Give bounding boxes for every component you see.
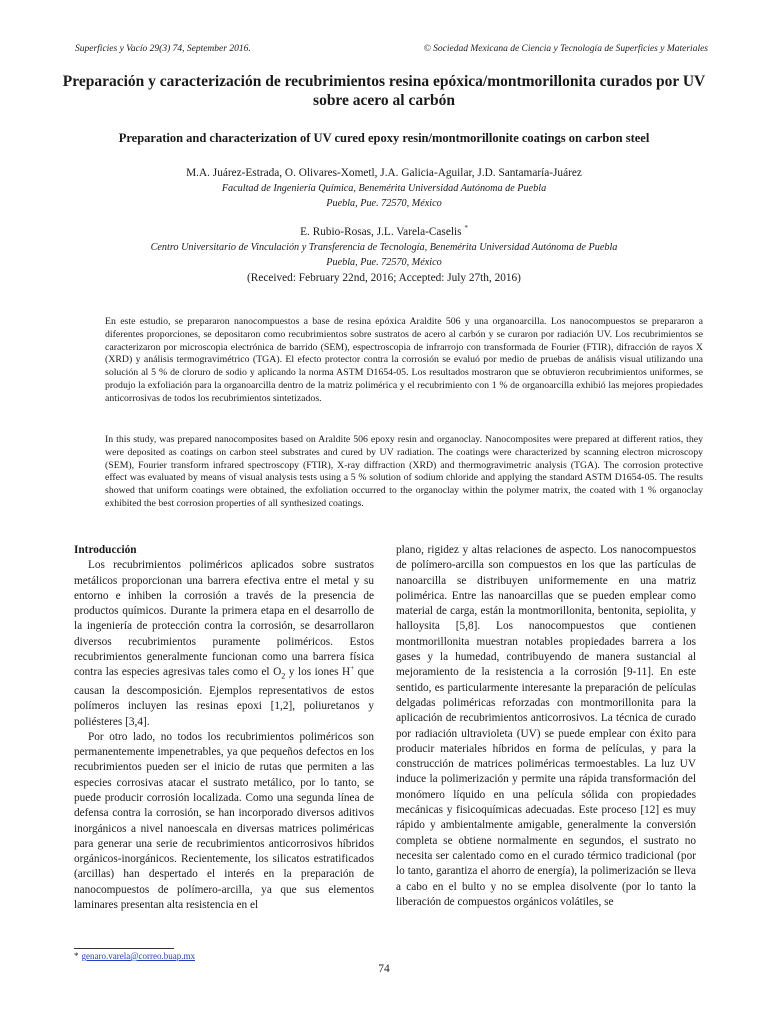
affiliation-1 [60, 181, 708, 211]
section-title-introduction: Introducción [74, 544, 137, 556]
h-ion-superscript: + [350, 664, 355, 673]
intro-p1-part-b: y los iones H [285, 666, 351, 679]
o2-subscript: 2 [281, 671, 286, 681]
authors-group-1: M.A. Juárez-Estrada, O. Olivares-Xometl, J.A. Galicia-Aguilar, J.D. Santamaría-Juárez [186, 167, 582, 179]
intro-p1-part-c: que causan la descomposición. Ejemplos representativos de estos polímeros incluyen las resinas epoxi [1,2], poliuretanos y poliésteres [3,4]. [74, 666, 374, 728]
affiliation-1-line-1: Facultad de Ingeniería Química, Benemérita Universidad Autónoma de Puebla [221, 183, 547, 194]
intro-paragraph-continued: plano, rigidez y altas relaciones de aspecto. Los nanocompuestos de polímero-arcilla son compuestos en los que las partículas de nanoarcilla se distribuyen uniformemente en una matriz polimérica. Entre las nanoarcillas que se pueden emplear como material de carga, están la montmorillonita, bentonita, sepiolita, y halloysita [5,8]. Los nanocompuestos que contienen montmorillonita muestran notables propiedades barrera a los gases y la humedad, contribuyendo de manera sustancial al mejoramiento de la resistencia a la corrosión [9-11]. En este sentido, es particularmente interesante la preparación de películas delgadas poliméricas reforzadas con montmorillonita para la aplicación de recubrimientos anticorrosivos. La técnica de curado por radiación ultravioleta (UV) se puede emplear con éxito para producir materiales híbridos en forma de películas, y para la construcción de matrices poliméricas termoestables. La luz UV induce la polimerización y permite una rápida transformación del monómero líquido en una película sólida con propiedades mecánicas y fisicoquímicas adecuadas. Este proceso [12] es muy rápido y ambientalmente amigable, generalmente la conversión completa se obtiene normalmente en segundos, el sustrato no necesita ser calentado como en el curado térmico tradicional (por lo tanto, garantiza el ahorro de energía), la polimerización se lleva a cabo en el bulto y no se emplea disolvente (por lo tanto la liberación de compuestos orgánicos volátiles, se [396, 544, 696, 908]
intro-paragraph-2: Por otro lado, no todos los recubrimientos poliméricos son permanentemente impenetrables, ya que pequeños defectos en los recubrimientos pueden ser el inicio de rutas que permiten a las especies corrosivas atacar el sustrato metálico, por lo tanto, se puede producir corrosión localizada. Como una segunda línea de defensa contra la corrosión, se han incorporado diversos aditivos inorgánicos a nivel nanoescala en diversas matrices poliméricas para generar una serie de recubrimientos anticorrosivos híbridos orgánicos-inorgánicos. Recientemente, los silicatos estratificados (arcillas) han despertado el interés en la preparación de nanocompuestos de polímero-arcilla, ya que sus elementos laminares presentan alta resistencia en el [74, 730, 374, 912]
abstract-english: In this study, was prepared nanocomposites based on Araldite 506 epoxy resin and organoclay. Nanocomposites were prepared at different ratios, they were deposited as coatings on carbon steel substrates and cured by UV radiation. The coatings were characterized by scanning electron microscopy (SEM), Fourier transform infrared spectroscopy (FTIR), X-ray diffraction (XRD) and thermogravimetric analysis (TGA). The corrosion protective effect was evaluated by means of visual analysis tests using a 5 % solution of sodium chloride and applying the standard ASTM D1654-05. The results showed that uniform coatings were obtained, the exfoliation occurred to the organoclay within the polymer matrix, the coated with 1 % organoclay exhibited the best corrosion properties of all synthesized coatings. [105, 434, 703, 509]
body-column-right [396, 543, 696, 910]
journal-citation: Superficies y Vacío 29(3) 74, September 2016. [75, 44, 251, 54]
intro-paragraph-1 [74, 558, 374, 730]
page-number: 74 [378, 963, 390, 975]
footnote-divider [74, 948, 174, 949]
running-header [75, 44, 708, 58]
corresponding-author-mark: * [464, 224, 468, 233]
corresponding-email-link[interactable]: genaro.varela@correo.buap.mx [81, 951, 195, 961]
abstract-spanish: En este estudio, se prepararon nanocompuestos a base de resina epóxica Araldite 506 y una organoarcilla. Los nanocompuestos se prepararon a diferentes proporciones, se depositaron como recubrimientos sobre sustratos de acero al carbón y se curaron por radiación UV. Los recubrimientos se caracterizaron por microscopia electrónica de barrido (SEM), espectroscopia de infrarrojo con transformada de Fourier (FTIR), difracción de rayos X (XRD) y análisis termogravimétrico (TGA). El efecto protector contra la corrosión se evaluó por medio de pruebas de análisis visual utilizando una solución al 5 % de cloruro de sodio y aplicando la norma ASTM D1654-05. Los resultados mostraron que se obtuvieron recubrimientos uniformes, se produjo la exfoliación para la organoarcilla dentro de la matriz polimérica y el recubrimiento con 1 % de organoarcilla exhibió las mejores propiedades anticorrosivas de todos los recubrimientos sintetizados. [105, 316, 703, 404]
intro-p1-part-a: Los recubrimientos poliméricos aplicados sobre sustratos metálicos proporcionan una barrera efectiva entre el metal y su entorno e inhiben la corrosión a través de la presencia de productos químicos. Durante la primera etapa en el desarrollo de la ingeniería de protección contra la corrosión, se desarrollaron diversos recubrimientos puramente poliméricos. Estos recubrimientos generalmente funcionan como una barrera física contra las especies agresivas tales como el O [74, 559, 374, 679]
title-english: Preparation and characterization of UV cured epoxy resin/montmorillonite coatings on carbon steel [118, 131, 650, 145]
authors-group-2 [60, 225, 708, 240]
received-accepted-dates: (Received: February 22nd, 2016; Accepted: July 27th, 2016) [247, 272, 521, 284]
affiliation-1-line-2: Puebla, Pue. 72570, México [326, 198, 442, 209]
footnote-mark: * [74, 951, 79, 961]
authors-group-2-names: E. Rubio-Rosas, J.L. Varela-Caselis [300, 226, 462, 238]
affiliation-2-line-2: Puebla, Pue. 72570, México [326, 257, 442, 268]
affiliation-2 [60, 240, 708, 270]
title-spanish: Preparación y caracterización de recubrimientos resina epóxica/montmorillonita curados por UV sobre acero al carbón [62, 73, 706, 109]
footnote [74, 951, 195, 961]
body-column-left [74, 543, 374, 913]
affiliation-2-line-1: Centro Universitario de Vinculación y Transferencia de Tecnología, Benemérita Universidad Autónoma de Puebla [150, 242, 618, 253]
copyright-notice: © Sociedad Mexicana de Ciencia y Tecnología de Superficies y Materiales [423, 44, 708, 54]
